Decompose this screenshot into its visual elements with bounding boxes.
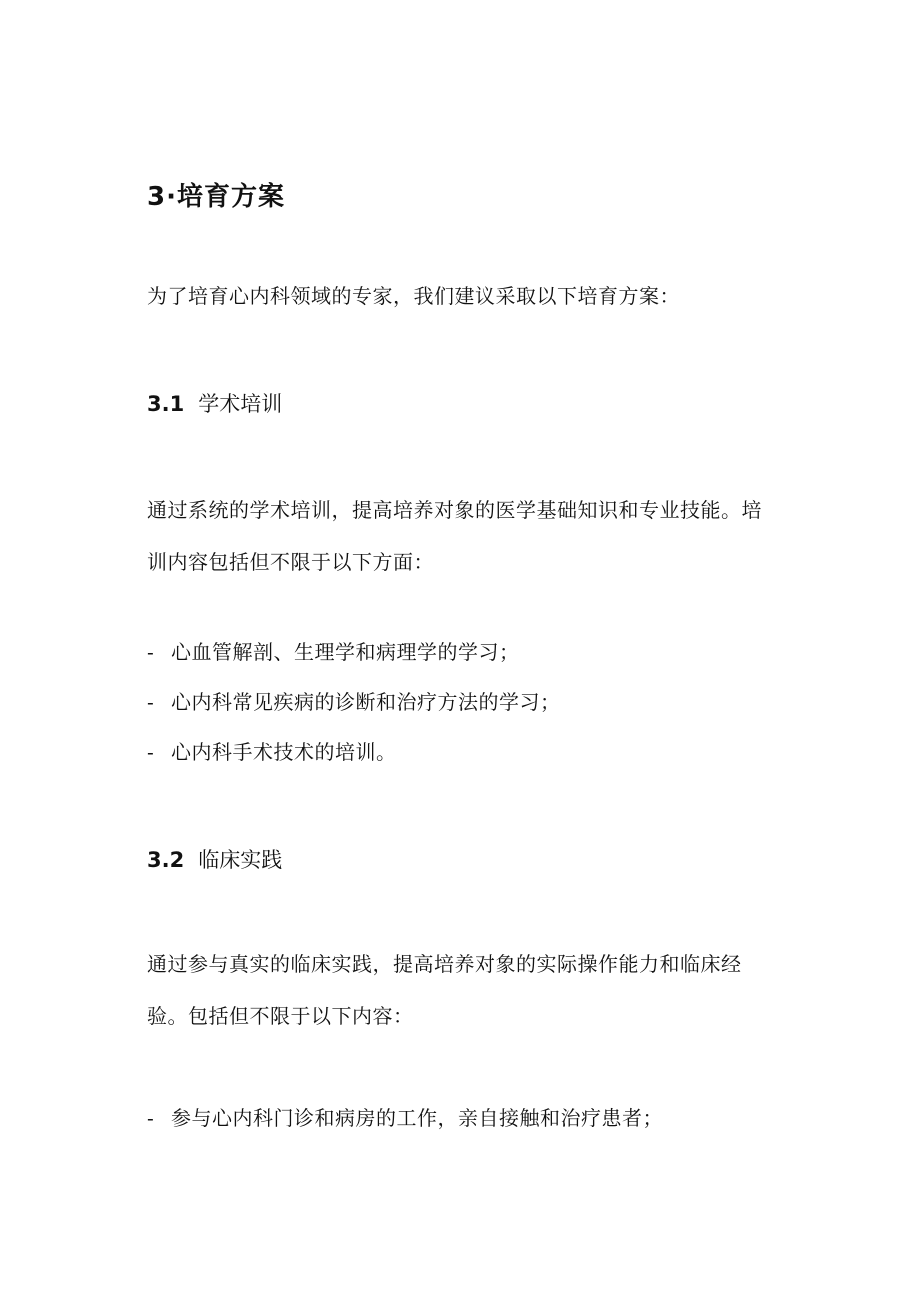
section-intro: 为了培育心内科领域的专家，我们建议采取以下培育方案： [147,284,680,308]
bullet-marker: - [147,1106,155,1130]
paragraph-line [147,494,762,523]
subsection-title: 临床实践 [198,848,283,872]
paragraph-line [147,948,742,977]
paragraph-text: 通过参与真实的临床实践，提高培养对象的实际操作能力和临床经 [147,952,742,976]
subsection-heading-3-1 [147,388,282,418]
list-item [147,1102,663,1131]
subsection-number: 3.1 [147,392,185,416]
bullet-marker: - [147,690,155,714]
paragraph-line [147,546,434,575]
bullet-marker: - [147,640,155,664]
subsection-title: 学术培训 [198,392,283,416]
section-heading: 3·培育方案 [147,182,285,212]
bullet-marker: - [147,740,155,764]
subsection-heading-3-2 [147,844,282,874]
subsection-number: 3.2 [147,848,185,872]
list-item-text: 心内科常见疾病的诊断和治疗方法的学习； [171,690,561,714]
paragraph-text: 通过系统的学术培训，提高培养对象的医学基础知识和专业技能。培 [147,498,762,522]
list-item [147,686,561,715]
list-item [147,736,397,765]
paragraph-text: 验。包括但不限于以下内容： [147,1004,414,1028]
list-item-text: 参与心内科门诊和病房的工作，亲自接触和治疗患者； [171,1106,663,1130]
list-item [147,636,520,665]
paragraph-text: 训内容包括但不限于以下方面： [147,550,434,574]
list-item-text: 心血管解剖、生理学和病理学的学习； [171,640,520,664]
list-item-text: 心内科手术技术的培训。 [171,740,397,764]
paragraph-line [147,1000,414,1029]
